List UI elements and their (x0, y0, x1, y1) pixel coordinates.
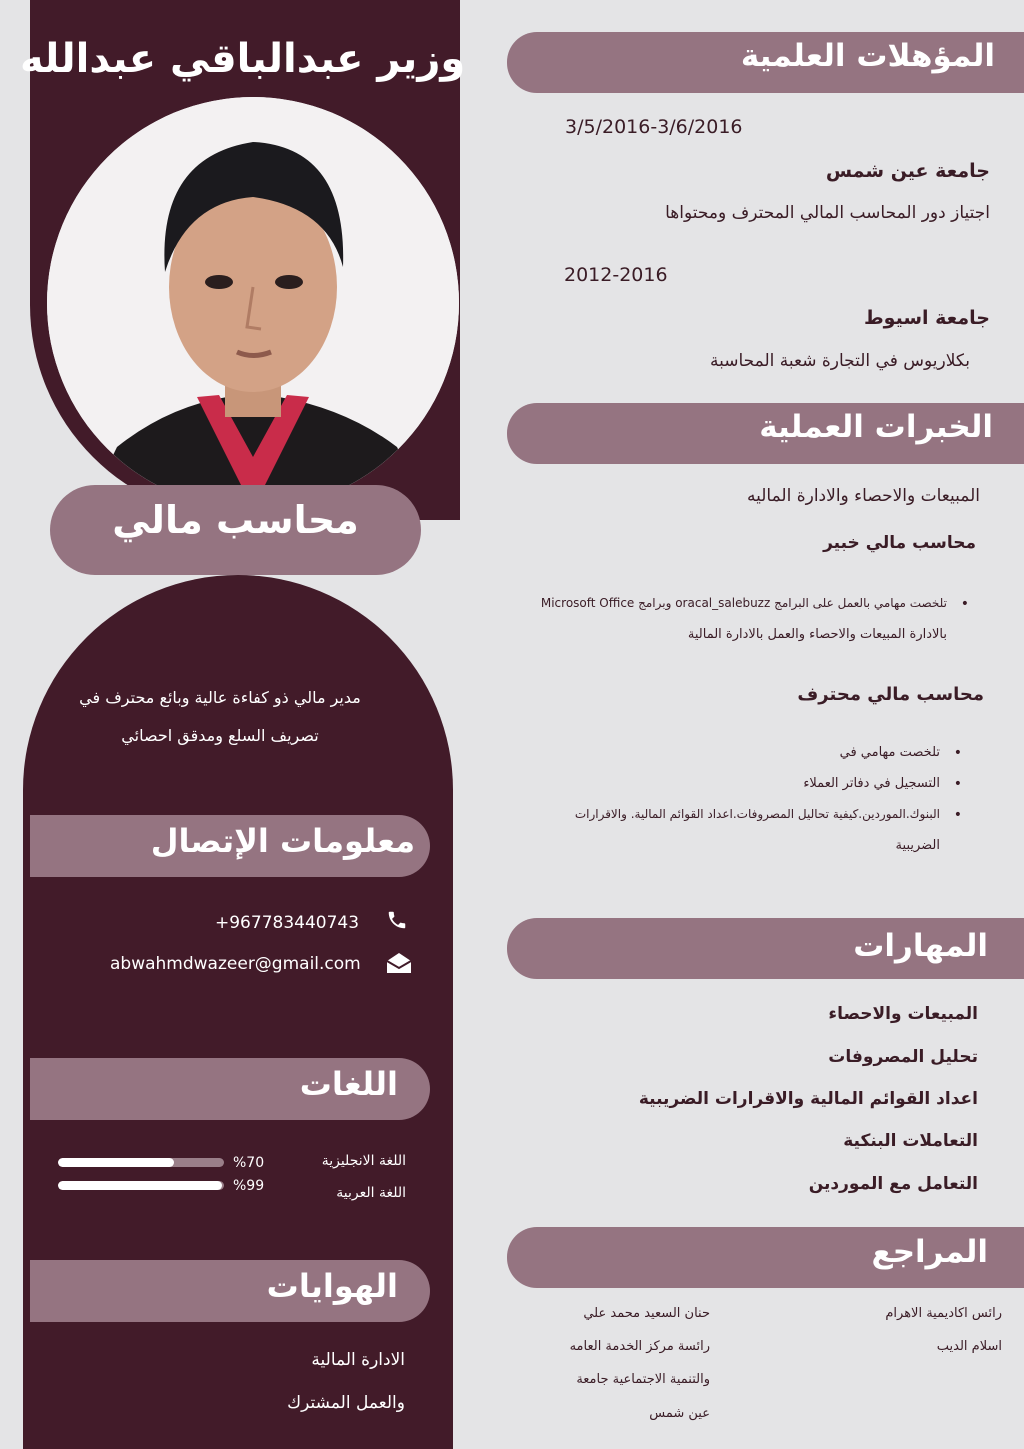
education-description: اجتياز دور المحاسب المالي المحترف ومحتواها (665, 203, 990, 223)
education-institution: جامعة عين شمس (825, 160, 990, 182)
language-name-english: اللغة الانجليزية (321, 1153, 406, 1169)
experience-role-title: محاسب مالي محترف (797, 684, 984, 705)
profile-name: وزير عبدالباقي عبدالله (20, 36, 466, 82)
envelope-icon (385, 951, 413, 979)
experience-bullet: • تلخصت مهامي في (600, 745, 940, 760)
skill-item: المبيعات والاحصاء (828, 1004, 978, 1024)
experience-field: المبيعات والاحصاء والادارة الماليه (746, 486, 980, 506)
language-bar-english (58, 1158, 224, 1167)
phone-icon (386, 908, 408, 936)
hobby-item: الادارة المالية (311, 1350, 405, 1370)
profile-photo (47, 97, 459, 509)
experience-heading: الخبرات العملية (759, 409, 993, 445)
education-institution: جامعة اسيوط (863, 307, 990, 329)
education-description: بكلاريوس في التجارة شعبة المحاسبة (709, 351, 970, 371)
experience-bullet: • التسجيل في دفاتر العملاء (600, 776, 940, 791)
reference-line: رائسة مركز الخدمة العامه (569, 1339, 710, 1354)
language-bar-arabic (58, 1181, 224, 1190)
language-percent-english: %70 (233, 1155, 265, 1171)
job-title: محاسب مالي (112, 498, 359, 542)
education-date: 2012-2016 (564, 264, 668, 286)
summary-line-2: تصريف السلع ومدقق احصائي (121, 726, 319, 745)
summary-line-1: مدير مالي ذو كفاءة عالية وبائع محترف في (79, 688, 361, 707)
contact-heading: معلومات الإتصال (150, 822, 415, 860)
skill-item: اعداد القوائم المالية والاقرارات الضريبية (638, 1089, 978, 1109)
reference-line: عين شمس (649, 1406, 710, 1421)
skill-item: التعامل مع الموردين (808, 1174, 978, 1194)
hobbies-heading: الهوايات (266, 1267, 398, 1305)
hobby-item: والعمل المشترك (287, 1393, 405, 1413)
skill-item: تحليل المصروفات (828, 1047, 978, 1067)
language-bar-fill-arabic (58, 1181, 222, 1190)
references-heading: المراجع (871, 1234, 988, 1270)
experience-bullet: • البنوك.الموردين.كيفية تحاليل المصروفات.اعداد القوائم المالية. والاقرارات (470, 807, 940, 821)
language-percent-arabic: %99 (233, 1178, 265, 1194)
email-address[interactable]: abwahmdwazeer@gmail.com (110, 954, 361, 974)
experience-bullet-continued: بالادارة المبيعات والاحصاء والعمل بالادارة المالية (687, 627, 947, 642)
reference-line: حنان السعيد محمد علي (583, 1306, 710, 1321)
phone-number[interactable]: +967783440743 (215, 913, 360, 933)
education-date: 3/5/2016-3/6/2016 (565, 116, 743, 138)
skills-heading: المهارات (853, 928, 988, 964)
reference-line: والتنمية الاجتماعية جامعة (576, 1372, 710, 1387)
skill-item: التعاملات البنكية (843, 1131, 978, 1151)
languages-heading: اللغات (299, 1065, 398, 1103)
experience-bullet: • تلخصت مهامي بالعمل على البرامج oracal_salebuzz وبرامج Microsoft Office (470, 596, 947, 610)
reference-line: رائس اكاديمية الاهرام (885, 1306, 1002, 1321)
person-photo-illustration (47, 97, 459, 509)
education-heading: المؤهلات العلمية (740, 38, 995, 74)
experience-bullet-continued: الضريبية (895, 838, 940, 853)
language-bar-fill-english (58, 1158, 174, 1167)
experience-role-title: محاسب مالي خبير (823, 533, 976, 553)
language-name-arabic: اللغة العربية (336, 1185, 406, 1201)
reference-line: اسلام الديب (936, 1339, 1002, 1354)
